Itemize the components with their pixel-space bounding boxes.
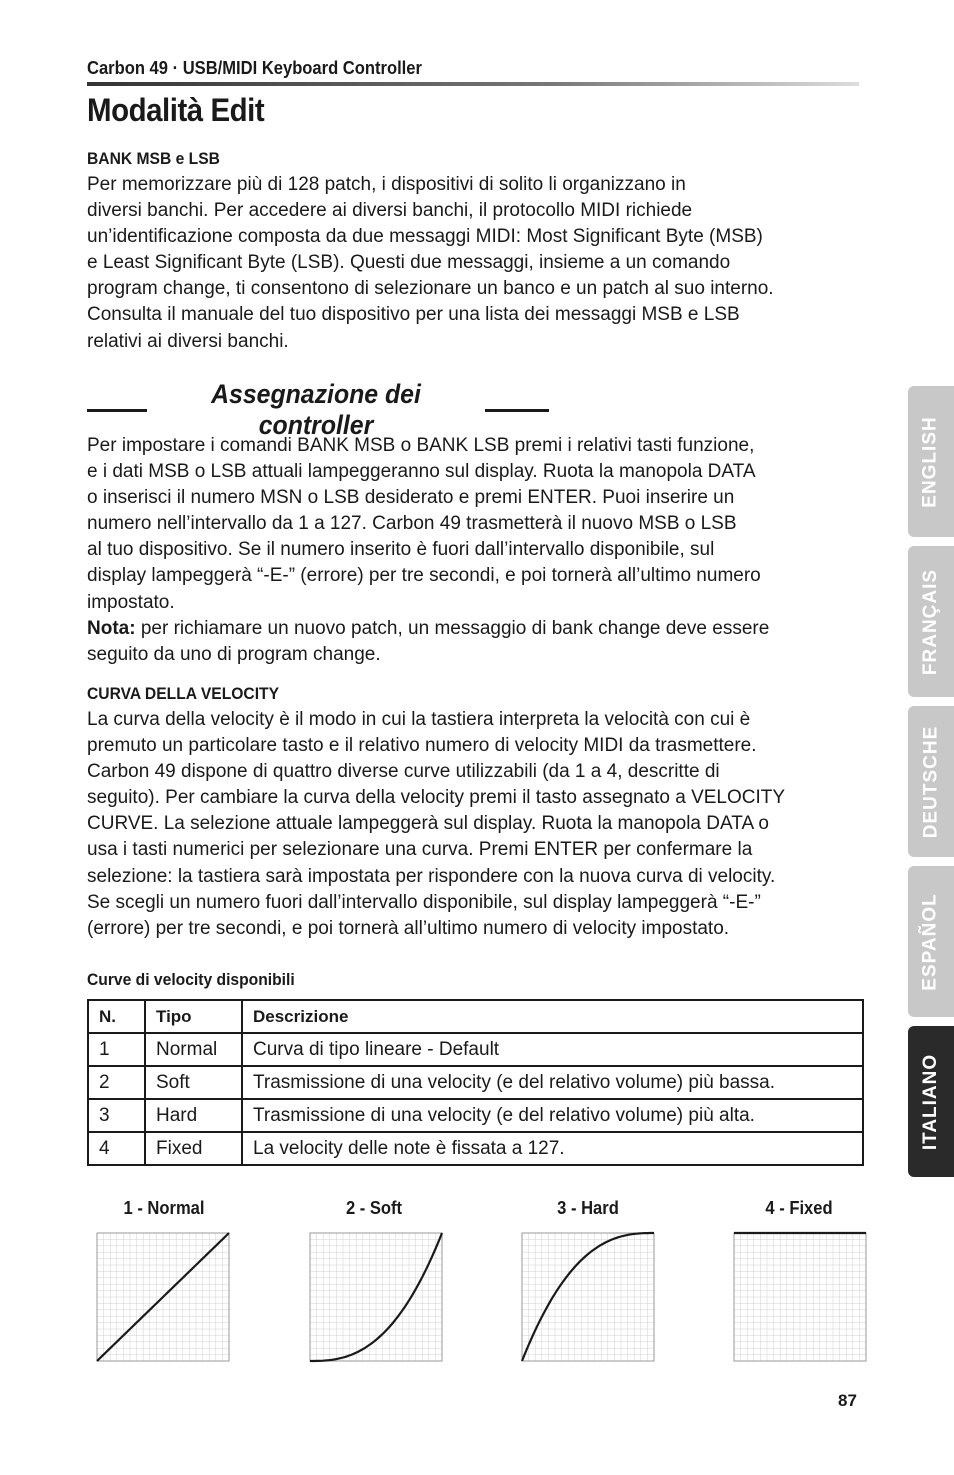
tab-italiano-label: ITALIANO [920,1053,941,1150]
running-header: Carbon 49 · USB/MIDI Keyboard Controller [87,58,422,78]
page-number: 87 [838,1391,857,1410]
tab-english[interactable] [908,386,954,537]
velocity-heading: CURVA DELLA VELOCITY [87,684,280,703]
page-title: Modalità Edit [87,92,265,128]
assign-heading-text: Assegnazione dei controller [211,379,421,440]
curve-label-normal: 1 - Normal [123,1198,205,1218]
tab-francais-label: FRANÇAIS [920,568,942,675]
assign-section [87,433,862,668]
tab-francais[interactable] [908,546,954,697]
table-header-row [88,1000,863,1033]
tab-espanol[interactable] [908,866,954,1017]
curve-graph-soft [298,1228,446,1373]
tab-espanol-label: ESPAÑOL [920,892,941,991]
table-cell-type: Fixed [145,1132,242,1165]
heading-rule-left [87,409,147,412]
bank-body: Per memorizzare più di 128 patch, i dispositivi di solito li organizzano in diversi banchi. Per accedere ai diversi banchi, il protocollo MIDI richiede un’identificazione composta da due messaggi MIDI: Most Significant Byte (MSB) e Least Significant Byte (LSB). Questi due messaggi, insieme a un comando program change, ti consentono di selezionare un banco e un patch al suo interno. Consulta il manuale del tuo dispositivo per una lista dei messaggi MSB e LSB relativi ai diversi banchi. [87,174,774,352]
curve-label-hard: 3 - Hard [557,1198,619,1218]
tab-italiano[interactable] [908,1026,954,1177]
curve-label-fixed: 4 - Fixed [765,1198,833,1218]
table-cell-description: Trasmissione di una velocity (e del relativo volume) più bassa. [242,1066,863,1099]
velocity-table [87,999,864,1166]
table-cell-type: Hard [145,1099,242,1132]
table-cell-number: 4 [88,1132,145,1165]
tab-deutsche-label: DEUTSCHE [920,725,942,838]
table-cell-type: Soft [145,1066,242,1099]
curve-graph-fixed [722,1228,870,1373]
header-rule [87,82,859,86]
table-row [88,1132,863,1165]
table-row [88,1066,863,1099]
curve-graph-hard [510,1228,658,1373]
note-body: per richiamare un nuovo patch, un messaggio di bank change deve essere seguito da uno di program change. [87,617,770,665]
table-header-description: Descrizione [242,1000,863,1033]
table-cell-number: 2 [88,1066,145,1099]
table-row [88,1033,863,1066]
tab-english-label: ENGLISH [920,415,942,508]
curve-label-soft: 2 - Soft [345,1198,403,1218]
bank-heading: BANK MSB e LSB [87,149,220,168]
assign-section-heading [87,379,549,440]
table-cell-type: Normal [145,1033,242,1066]
velocity-section [87,681,862,942]
velocity-body: La curva della velocity è il modo in cui la tastiera interpreta la velocità con cui è premuto un particolare tasto e il relativo numero di velocity MIDI da trasmettere. Carbon 49 dispone di quattro diverse curve utilizzabili (da 1 a 4, descritte di seguito). Per cambiare la curva della velocity premi il tasto assegnato a VELOCITY CURVE. La selezione attuale lampeggerà sul display. Ruota la manopola DATA o usa i tasti numerici per selezionare una curva. Premi ENTER per confermare la selezione: la tastiera sarà impostata per rispondere con la nuova curva di velocity. Se scegli un numero fuori dall’intervallo disponibile, sul display lampeggerà “-E-” (errore) per tre secondi, e poi tornerà all’ultimo numero di velocity impostato. [87,709,786,939]
assign-body: Per impostare i comandi BANK MSB o BANK LSB premi i relativi tasti funzione, e i dati MSB o LSB attuali lampeggeranno sul display. Ruota la manopola DATA o inserisci il numero MSN o LSB desiderato e premi ENTER. Puoi inserire un numero nell’intervallo da 1 a 127. Carbon 49 trasmetterà il nuovo MSB o LSB al tuo dispositivo. Se il numero inserito è fuori dall’intervallo disponibile, sul display lampeggerà “-E-” (errore) per tre secondi, e poi tornerà all’ultimo numero impostato. [87,435,761,613]
table-caption: Curve di velocity disponibili [87,970,295,989]
tab-deutsche[interactable] [908,706,954,857]
note-label: Nota: [87,617,136,639]
table-cell-number: 1 [88,1033,145,1066]
table-header-type: Tipo [145,1000,242,1033]
bank-section [87,146,862,355]
table-cell-description: La velocity delle note è fissata a 127. [242,1132,863,1165]
heading-rule-right [485,409,549,412]
curve-graph-normal [85,1228,233,1373]
assign-note [87,616,862,668]
table-header-number: N. [88,1000,145,1033]
table-cell-description: Trasmissione di una velocity (e del relativo volume) più alta. [242,1099,863,1132]
table-cell-description: Curva di tipo lineare - Default [242,1033,863,1066]
table-cell-number: 3 [88,1099,145,1132]
table-row [88,1099,863,1132]
